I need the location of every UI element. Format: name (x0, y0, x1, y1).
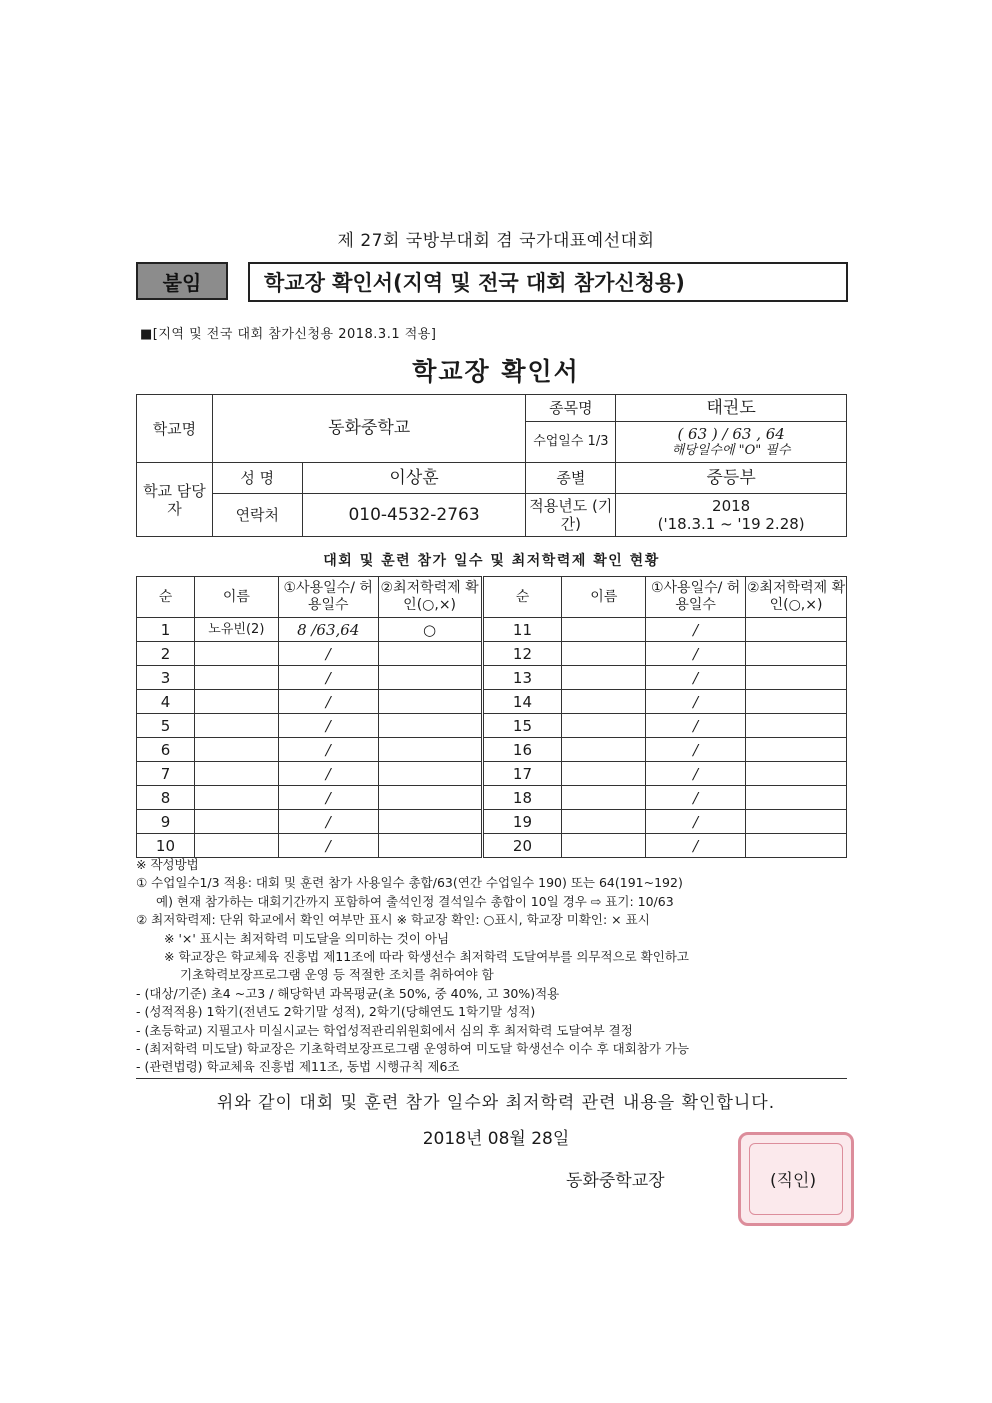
row-usage: / (278, 642, 378, 666)
row-usage: / (646, 810, 746, 834)
school-label: 학교명 (137, 395, 213, 463)
row-no: 8 (137, 786, 195, 810)
row-no: 13 (482, 666, 562, 690)
category-label: 종별 (526, 463, 616, 494)
row-name (194, 642, 278, 666)
row-academic (378, 762, 482, 786)
year-value: 2018 (712, 497, 751, 515)
row-usage: / (278, 810, 378, 834)
row-academic (746, 642, 847, 666)
category-value: 중등부 (616, 463, 847, 494)
year-label: 적용년도 (기간) (526, 494, 616, 537)
document-title: 학교장 확인서 (412, 357, 580, 386)
row-academic (378, 738, 482, 762)
sport-value: 태권도 (616, 395, 847, 422)
row-no: 15 (482, 714, 562, 738)
name-value: 이상훈 (302, 463, 526, 494)
row-academic (746, 690, 847, 714)
row-no: 1 (137, 618, 195, 642)
table-row (137, 618, 847, 642)
row-no: 11 (482, 618, 562, 642)
row-usage: / (646, 666, 746, 690)
row-name (194, 762, 278, 786)
applicability-note: ■[지역 및 전국 대회 참가신청용 2018.3.1 적용] (140, 327, 437, 342)
row-usage: / (278, 834, 378, 858)
row-academic (746, 714, 847, 738)
row-usage: / (646, 714, 746, 738)
row-usage: / (278, 738, 378, 762)
row-usage: / (278, 690, 378, 714)
header-academic: ②최저학력제 확인(○,×) (746, 577, 847, 618)
attachment-badge: 붙임 (136, 262, 228, 300)
row-name (562, 810, 646, 834)
row-name (194, 834, 278, 858)
row-no: 3 (137, 666, 195, 690)
row-academic (746, 738, 847, 762)
period-value: ('18.3.1 ~ '19 2.28) (657, 515, 805, 533)
row-name (194, 738, 278, 762)
classdays-label: 수업일수 1/3 (526, 422, 616, 463)
row-no: 12 (482, 642, 562, 666)
header-no: 순 (482, 577, 562, 618)
manager-label: 학교 담당자 (137, 463, 213, 537)
row-usage: / (646, 762, 746, 786)
row-academic (746, 618, 847, 642)
principal-name: 동화중학교장 (566, 1171, 665, 1191)
row-name (194, 690, 278, 714)
instruction-line: - (최저학력 미도달) 학교장은 기초학력보장프로그램 운영하여 미도달 학생선수 이수 후 대회참가 가능 (136, 1041, 690, 1057)
row-no: 19 (482, 810, 562, 834)
row-academic (378, 690, 482, 714)
row-name (562, 642, 646, 666)
instruction-line: - (관련법령) 학교체육 진흥법 제11조, 동법 시행규칙 제6조 (136, 1059, 460, 1075)
row-usage: / (278, 786, 378, 810)
contact-label: 연락처 (212, 494, 302, 537)
sport-label: 종목명 (526, 395, 616, 422)
instruction-line: - (초등학교) 지필고사 미실시교는 학업성적관리위원회에서 심의 후 최저학력 도달여부 결정 (136, 1022, 633, 1038)
school-value: 동화중학교 (212, 395, 526, 463)
row-name (562, 618, 646, 642)
table-row (137, 810, 847, 834)
row-name: 노유빈(2) (194, 618, 278, 642)
classdays-note: 해당일수에 "O" 필수 (671, 443, 791, 459)
classdays-cell (616, 422, 847, 463)
header-name: 이름 (562, 577, 646, 618)
confirmation-statement: 위와 같이 대회 및 훈련 참가 일수와 최저학력 관련 내용을 확인합니다. (216, 1093, 776, 1113)
row-no: 2 (137, 642, 195, 666)
table-header-row (137, 577, 847, 618)
row-academic (746, 762, 847, 786)
year-cell (616, 494, 847, 537)
row-usage: / (278, 714, 378, 738)
school-info-table (136, 394, 847, 537)
instruction-line: ② 최저학력제: 단위 학교에서 확인 여부만 표시 ※ 학교장 확인: ○표시, 학교장 미확인: × 표시 (136, 912, 650, 928)
row-name (194, 714, 278, 738)
row-name (562, 738, 646, 762)
classdays-value: ( 63 ) / 63 , 64 (677, 425, 785, 444)
row-no: 20 (482, 834, 562, 858)
row-name (562, 762, 646, 786)
writing-instructions (136, 856, 856, 1077)
row-usage: 8 /63,64 (278, 618, 378, 642)
header-no: 순 (137, 577, 195, 618)
row-usage: / (646, 618, 746, 642)
row-no: 17 (482, 762, 562, 786)
table-row (137, 786, 847, 810)
row-name (562, 834, 646, 858)
header-name: 이름 (194, 577, 278, 618)
row-name (194, 666, 278, 690)
instruction-line: 기초학력보장프로그램 운영 등 적절한 조치를 취하여야 함 (180, 967, 494, 983)
row-no: 6 (137, 738, 195, 762)
row-usage: / (646, 786, 746, 810)
row-no: 14 (482, 690, 562, 714)
header-academic: ②최저학력제 확인(○,×) (378, 577, 482, 618)
row-academic (746, 786, 847, 810)
signature-date: 2018년 08월 28일 (422, 1129, 570, 1149)
table-row (137, 762, 847, 786)
row-usage: / (646, 834, 746, 858)
contact-value: 010-4532-2763 (302, 494, 526, 537)
row-academic (378, 714, 482, 738)
header-usage: ①사용일수/ 허용일수 (278, 577, 378, 618)
row-usage: / (646, 738, 746, 762)
name-label: 성 명 (212, 463, 302, 494)
row-name (562, 666, 646, 690)
row-usage: / (278, 762, 378, 786)
row-name (194, 810, 278, 834)
row-academic (746, 810, 847, 834)
row-academic (378, 786, 482, 810)
row-name (562, 786, 646, 810)
table-row (137, 738, 847, 762)
row-no: 4 (137, 690, 195, 714)
table-row (137, 834, 847, 858)
table-row (137, 642, 847, 666)
row-usage: / (646, 642, 746, 666)
row-academic: ○ (378, 618, 482, 642)
row-no: 5 (137, 714, 195, 738)
row-academic (378, 666, 482, 690)
row-name (562, 690, 646, 714)
seal-label: (직인) (770, 1171, 817, 1191)
instruction-line: ※ 학교장은 학교체육 진흥법 제11조에 따라 학생선수 최저학력 도달여부를 의무적으로 확인하고 (164, 949, 689, 965)
row-name (194, 786, 278, 810)
row-usage: / (646, 690, 746, 714)
instruction-line: ※ 작성방법 (136, 857, 199, 872)
row-no: 18 (482, 786, 562, 810)
instruction-line: - (대상/기준) 초4 ~고3 / 해당학년 과목평균(초 50%, 중 40%, 고 30%)적용 (136, 985, 560, 1001)
participation-table (136, 576, 847, 858)
row-usage: / (278, 666, 378, 690)
instruction-line: 예) 현재 참가하는 대회기간까지 포함하여 출석인정 결석일수 총합이 10일 경우 ⇨ 표기: 10/63 (156, 893, 674, 909)
instruction-line: ① 수업일수1/3 적용: 대회 및 훈련 참가 사용일수 총합/63(연간 수업일수 190) 또는 64(191~192) (136, 875, 683, 891)
event-title: 제 27회 국방부대회 겸 국가대표예선대회 (337, 231, 655, 251)
row-academic (746, 834, 847, 858)
row-no: 10 (137, 834, 195, 858)
row-no: 9 (137, 810, 195, 834)
row-no: 16 (482, 738, 562, 762)
instruction-line: - (성적적용) 1학기(전년도 2학기말 성적), 2학기(당해연도 1학기말 성적) (136, 1004, 536, 1020)
row-name (562, 714, 646, 738)
divider (136, 1078, 847, 1079)
row-academic (378, 834, 482, 858)
table-row (137, 666, 847, 690)
header-usage: ①사용일수/ 허용일수 (646, 577, 746, 618)
section-title: 대회 및 훈련 참가 일수 및 최저학력제 확인 현황 (323, 553, 660, 569)
table-row (137, 714, 847, 738)
row-no: 7 (137, 762, 195, 786)
document-banner: 학교장 확인서(지역 및 전국 대회 참가신청용) (248, 262, 848, 302)
instruction-line: ※ '×' 표시는 최저학력 미도달을 의미하는 것이 아님 (164, 930, 450, 946)
row-academic (378, 642, 482, 666)
table-row (137, 690, 847, 714)
row-academic (746, 666, 847, 690)
row-academic (378, 810, 482, 834)
